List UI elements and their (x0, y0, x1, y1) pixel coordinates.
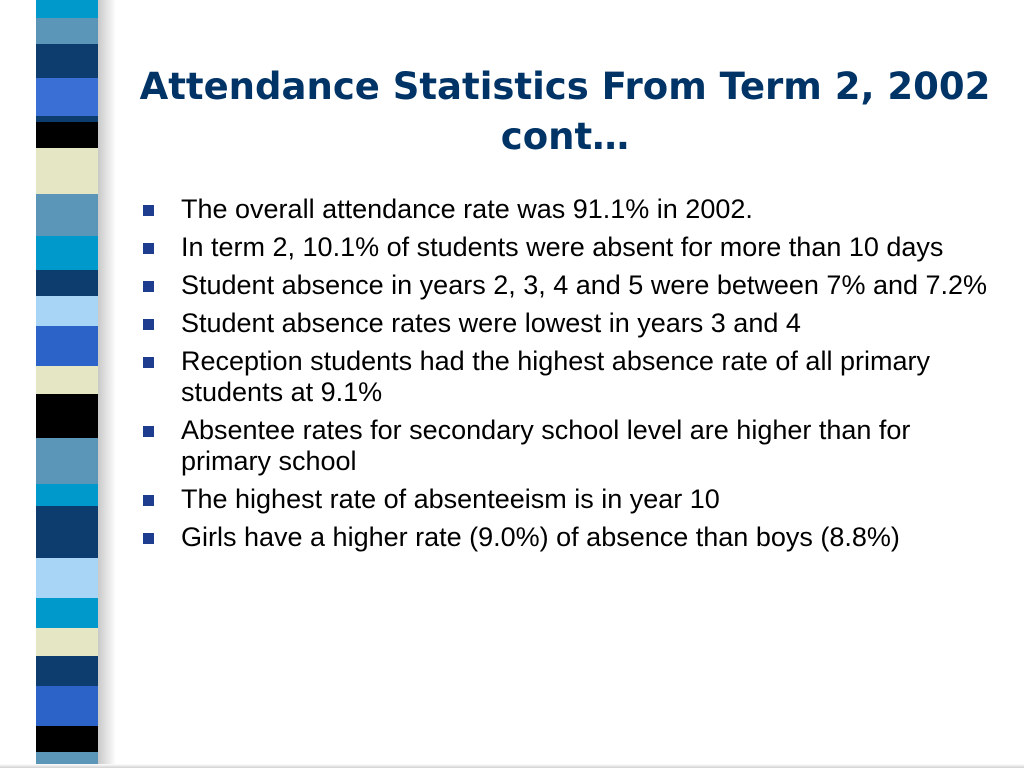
slide-title: Attendance Statistics From Term 2, 2002 cont… (139, 65, 991, 158)
square-bullet-icon (143, 426, 154, 437)
bullet-item (140, 308, 1000, 339)
bullet-text: Student absence rates were lowest in years 3 and 4 (181, 308, 801, 338)
bullet-item (140, 270, 1000, 301)
stripe-bar-shadow (98, 0, 116, 768)
bullet-item (140, 232, 1000, 263)
bullet-item (140, 415, 1000, 477)
bullet-text: The overall attendance rate was 91.1% in 2002. (181, 194, 753, 224)
square-bullet-icon (143, 357, 154, 368)
bullet-text: In term 2, 10.1% of students were absent for more than 10 days (181, 232, 944, 262)
square-bullet-icon (143, 533, 154, 544)
bullet-item (140, 484, 1000, 515)
bullet-item (140, 194, 1000, 225)
decorative-stripe-bar (36, 0, 98, 768)
bullet-text: Girls have a higher rate (9.0%) of absence than boys (8.8%) (181, 522, 900, 552)
square-bullet-icon (143, 319, 154, 330)
square-bullet-icon (143, 281, 154, 292)
square-bullet-icon (143, 495, 154, 506)
bullet-text: The highest rate of absenteeism is in year 10 (181, 484, 720, 514)
bullet-list (140, 194, 1000, 560)
bullet-text: Reception students had the highest absence rate of all primary students at 9.1% (181, 346, 930, 407)
square-bullet-icon (143, 205, 154, 216)
square-bullet-icon (143, 243, 154, 254)
bullet-text: Absentee rates for secondary school level are higher than for primary school (181, 415, 911, 476)
bullet-item (140, 522, 1000, 553)
bullet-item (140, 346, 1000, 408)
bottom-shadow-line (0, 764, 1024, 768)
bullet-text: Student absence in years 2, 3, 4 and 5 were between 7% and 7.2% (181, 270, 988, 300)
